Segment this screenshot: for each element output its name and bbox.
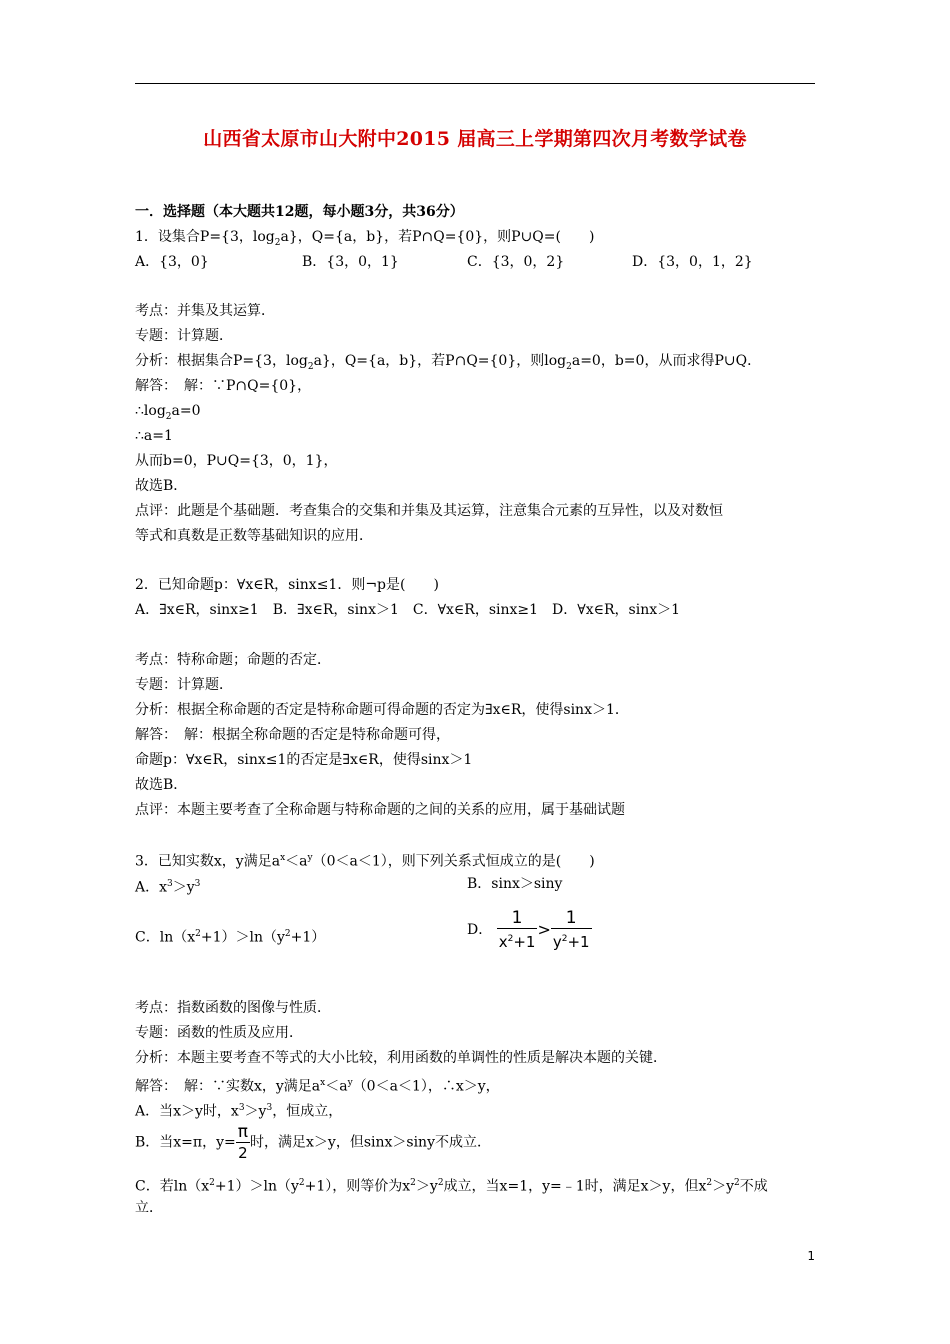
q3-option-d: D． $\frac{1}{x^2+1}$ > $\frac{1}{y^2+1}$ [467, 908, 590, 951]
q2-step2: 故选B． [135, 777, 188, 793]
q1-zhuanti: 专题：计算题． [135, 328, 233, 344]
fraction-x: $\frac{1}{x^2+1}$ [498, 908, 536, 951]
q1-option-a: A．{3，0} [135, 254, 209, 270]
q1-step2: ∴a=1 [135, 428, 173, 444]
q3-analysis-c-cont: 立． [135, 1200, 163, 1216]
q2-kaodian: 考点：特称命题；命题的否定． [135, 652, 331, 668]
fraction-pi-over-2: $\frac{\pi}{2}$ [237, 1122, 249, 1162]
page-title: 山西省太原市山大附中2015 届高三上学期第四次月考数学试卷 [203, 128, 747, 150]
q1-option-d: D．{3，0，1，2} [632, 254, 753, 270]
fraction-y: $\frac{1}{y^2+1}$ [552, 908, 590, 951]
q1-jieda: 解答： 解：∵P∩Q={0}， [135, 378, 312, 394]
q3-option-a: A．$x^3>y^3$ [135, 879, 201, 896]
q2-jieda: 解答： 解：根据全称命题的否定是特称命题可得， [135, 727, 450, 743]
q3-kaodian: 考点：指数函数的图像与性质． [135, 1000, 331, 1016]
q3-jieda: 解答： 解：∵实数x，y满足$a^x<a^y(0<a<1)$，∴x＞y， [135, 1078, 500, 1095]
q2-step1: 命题p：∀x∈R，sinx≤1的否定是∃x∈R，使得sinx＞1 [135, 752, 473, 768]
q1-step4: 故选B． [135, 478, 188, 494]
q1-option-c: C．{3，0，2} [467, 254, 565, 270]
q3-fenxi: 分析：本题主要考查不等式的大小比较，利用函数的单调性的性质是解决本题的关键． [135, 1050, 667, 1066]
section-heading: 一．选择题（本大题共12题，每小题3分，共36分） [135, 204, 464, 220]
q2-fenxi: 分析：根据全称命题的否定是特称命题可得命题的否定为∃x∈R，使得sinx＞1． [135, 702, 629, 718]
q3-option-c: C．$\ln(x^2+1)>\ln(y^2+1)$ [135, 929, 326, 946]
q3-analysis-a: A．当x＞y时，$x^3>y^3$，恒成立， [135, 1103, 343, 1120]
q2-zhuanti: 专题：计算题． [135, 677, 233, 693]
q2-stem: 2．已知命题p：∀x∈R，sinx≤1．则¬p是( ) [135, 577, 439, 593]
q1-step1: $\therefore\log_2a=0$ [135, 403, 201, 422]
q3-option-b: B．sinx＞siny [467, 876, 563, 892]
q1-fenxi: 分析：根据集合P={3，$\log_2a$}，Q={a，b}，若P∩Q={0}，则$\log_2a=0$，b=0，从而求得P∪Q． [135, 353, 762, 372]
q1-stem: 1．设集合P={3，$\log_2a$}，Q={a，b}，若P∩Q={0}，则P∪Q=( ) [135, 229, 595, 248]
q1-step3: 从而b=0，P∪Q={3，0，1}， [135, 453, 338, 469]
page-number: 1 [807, 1249, 815, 1263]
q3-analysis-b: B．当x=π，y= $\frac{\pi}{2}$ 时，满足x＞y，但sinx＞siny不成立． [135, 1122, 491, 1162]
q3-stem: 3．已知实数x，y满足$a^x<a^y(0<a<1)$，则下列关系式恒成立的是( ) [135, 853, 595, 870]
q1-dianping-2: 等式和真数是正数等基础知识的应用． [135, 528, 373, 544]
q2-options: A．∃x∈R，sinx≥1 B．∃x∈R，sinx＞1 C．∀x∈R，sinx≥1 D．∀x∈R，sinx＞1 [135, 602, 681, 618]
q1-option-b: B．{3，0，1} [302, 254, 399, 270]
q3-zhuanti: 专题：函数的性质及应用． [135, 1025, 303, 1041]
q1-dianping-1: 点评：此题是个基础题．考查集合的交集和并集及其运算，注意集合元素的互异性，以及对数恒 [135, 503, 723, 519]
header-rule [135, 83, 815, 84]
q3-analysis-c: C．若$\ln(x^2+1)>\ln(y^2+1)$，则等价为$x^2>y^2$成立，当x=1，y=﹣1时，满足x＞y，但$x^2>y^2$不成 [135, 1178, 768, 1195]
q1-kaodian: 考点：并集及其运算． [135, 303, 275, 319]
q2-dianping: 点评：本题主要考查了全称命题与特称命题的之间的关系的应用，属于基础试题 [135, 802, 625, 818]
